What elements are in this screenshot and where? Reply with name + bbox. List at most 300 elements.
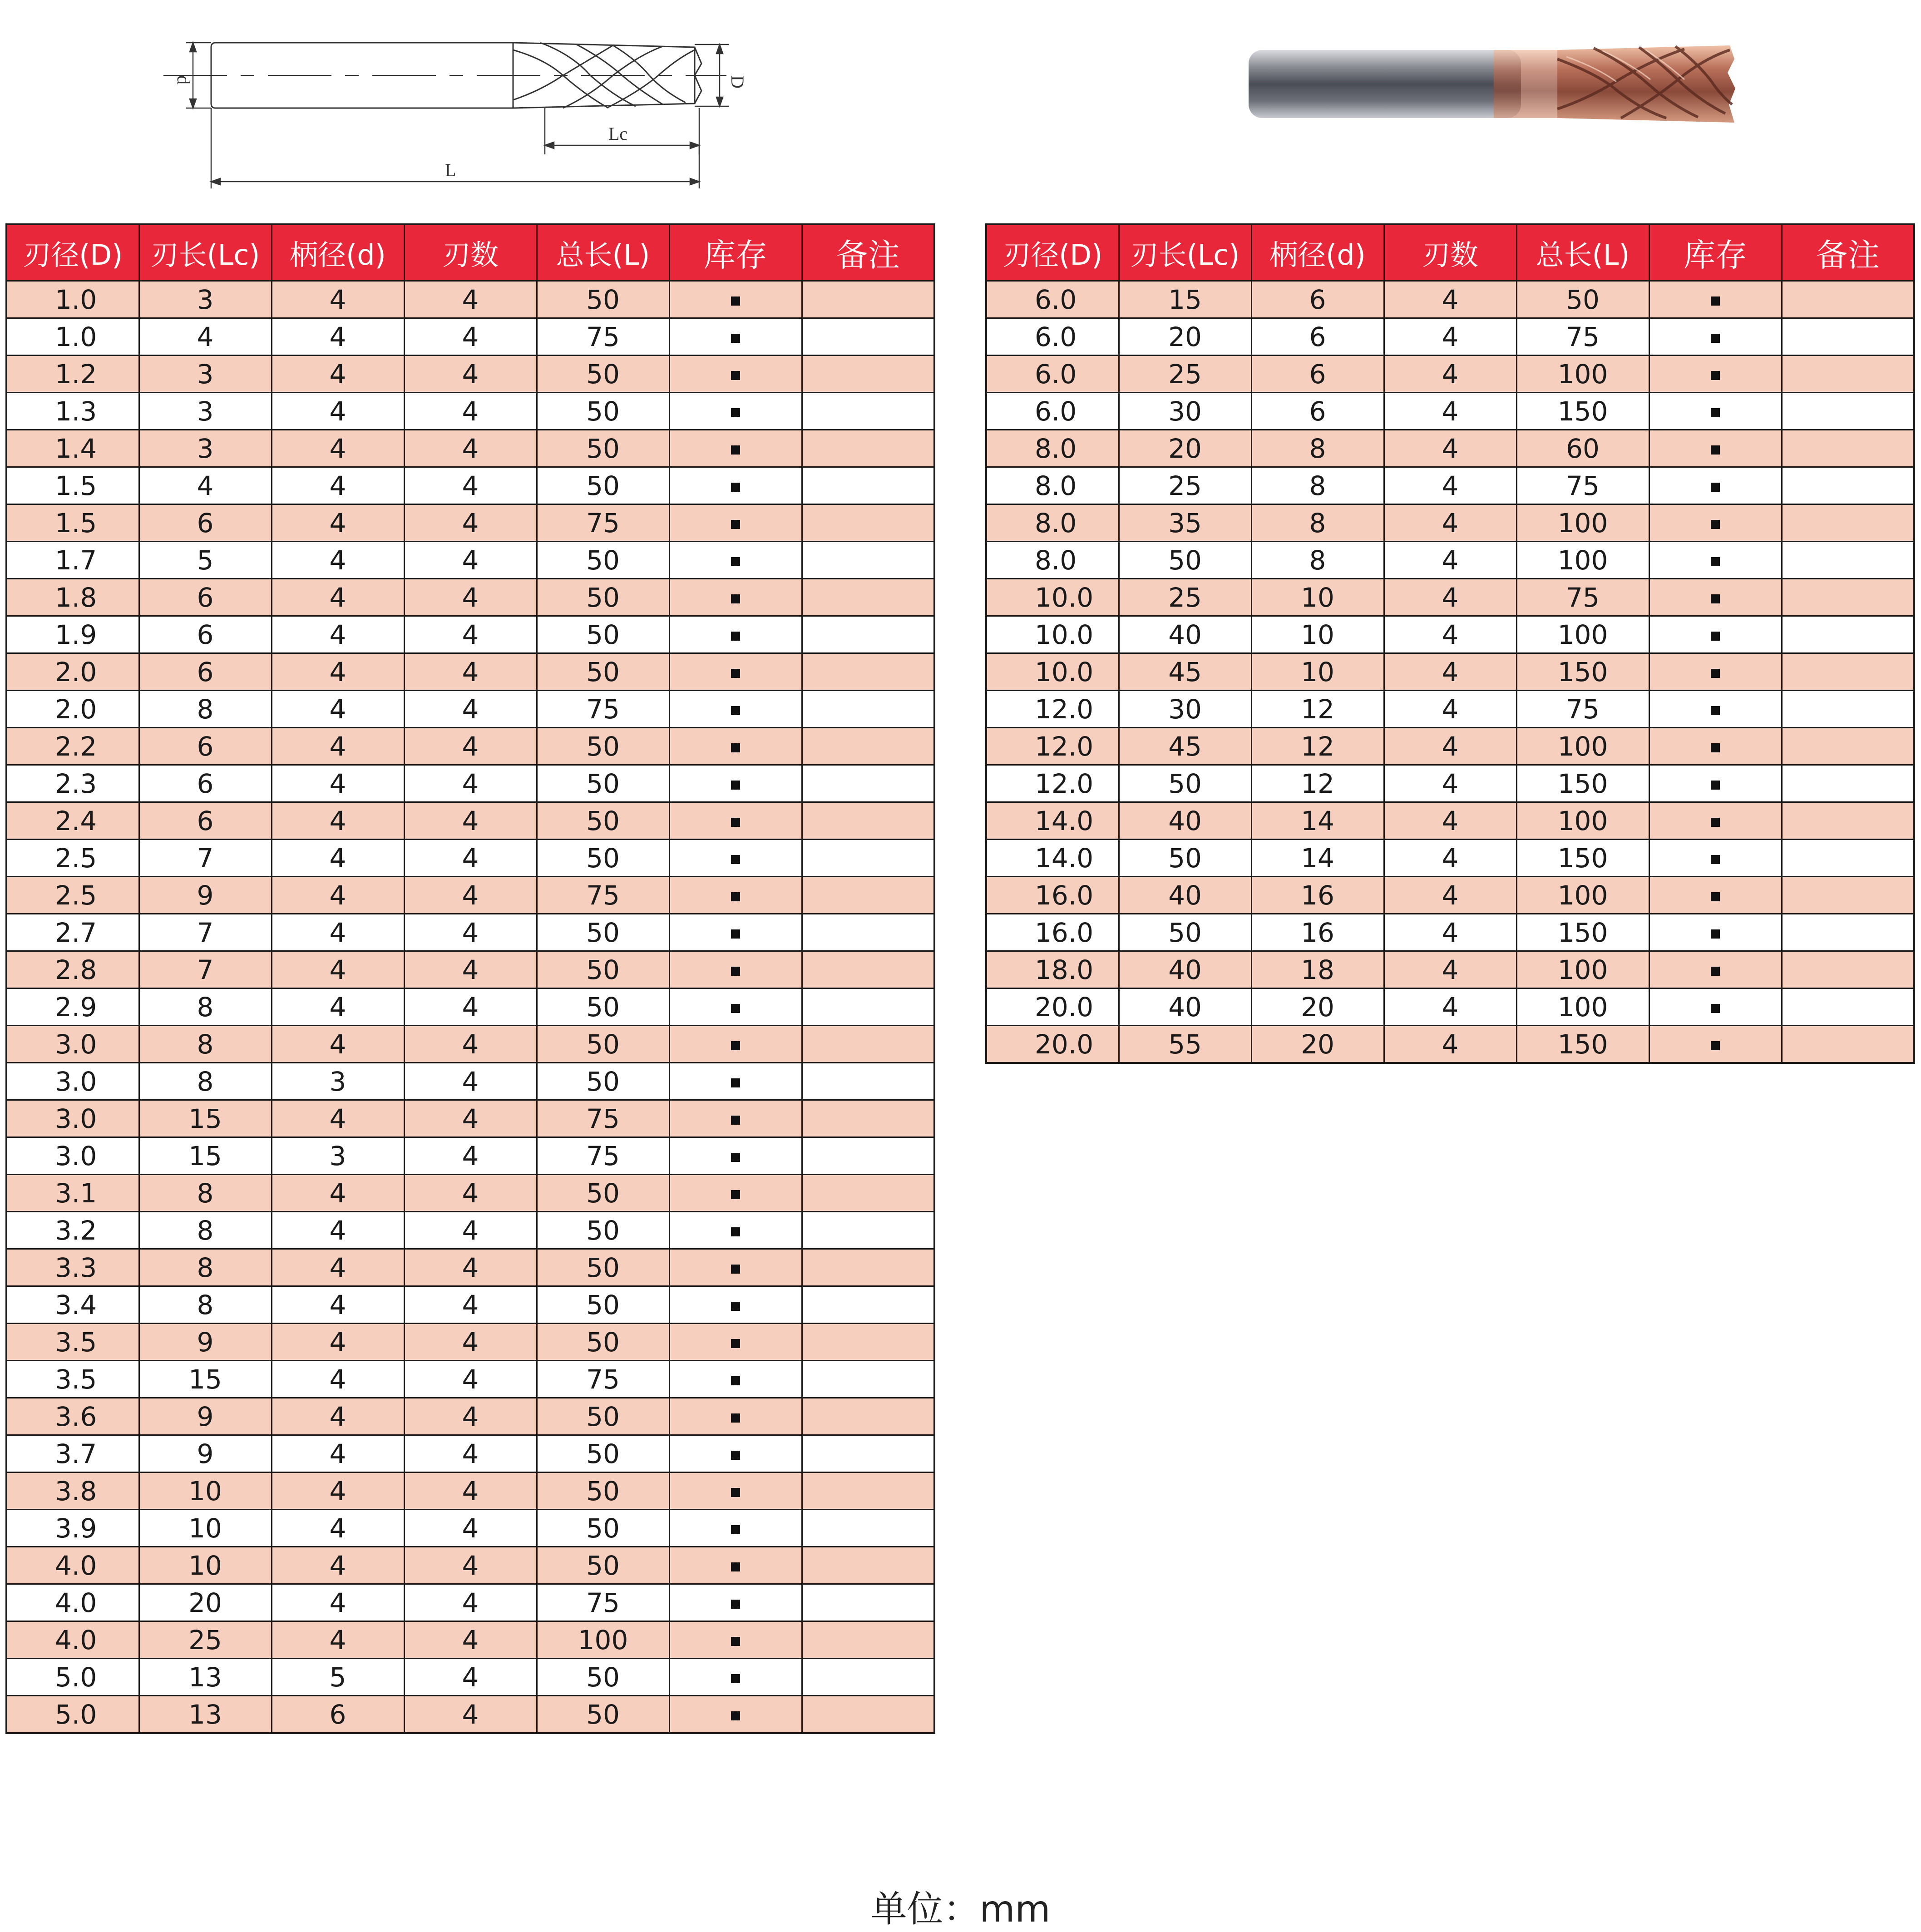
cell-stock (1649, 430, 1782, 467)
cell-stock (1649, 616, 1782, 653)
cell-overall-length: 150 (1516, 393, 1649, 430)
cell-shank-diameter: 4 (272, 1435, 404, 1472)
cell-cutting-length: 30 (1119, 393, 1251, 430)
cell-cutter-diameter: 3.1 (6, 1175, 139, 1212)
cell-remarks (802, 691, 934, 728)
cell-shank-diameter: 4 (272, 728, 404, 765)
cell-cutting-length: 10 (139, 1510, 272, 1547)
in-stock-square-icon (1711, 557, 1720, 566)
header-overall-length: 总长(L) (537, 224, 669, 281)
cell-cutter-diameter: 8.0 (986, 430, 1119, 467)
cell-remarks (802, 1249, 934, 1286)
table-row (6, 1137, 934, 1175)
cell-remarks (1782, 281, 1914, 318)
cell-flutes: 4 (404, 1361, 537, 1398)
cell-flutes: 4 (404, 1026, 537, 1063)
cell-shank-diameter: 4 (272, 1584, 404, 1621)
cell-remarks (802, 1026, 934, 1063)
cell-remarks (802, 765, 934, 802)
cell-flutes: 4 (1384, 988, 1516, 1026)
cell-shank-diameter: 20 (1251, 1026, 1384, 1063)
cell-flutes: 4 (404, 356, 537, 393)
cell-remarks (1782, 802, 1914, 840)
cell-stock (669, 542, 802, 579)
cell-cutting-length: 50 (1119, 914, 1251, 951)
header-flutes: 刃数 (1384, 224, 1516, 281)
cell-shank-diameter: 12 (1251, 728, 1384, 765)
cell-cutting-length: 8 (139, 1063, 272, 1100)
cell-flutes: 4 (1384, 877, 1516, 914)
cell-overall-length: 75 (1516, 318, 1649, 356)
cell-stock (669, 1249, 802, 1286)
cell-cutting-length: 45 (1119, 653, 1251, 691)
cell-overall-length: 50 (537, 616, 669, 653)
cell-cutting-length: 6 (139, 579, 272, 616)
header-shank-diameter: 柄径(d) (272, 224, 404, 281)
in-stock-square-icon (731, 1190, 740, 1199)
cell-overall-length: 50 (537, 988, 669, 1026)
table-row (6, 653, 934, 691)
cell-overall-length: 100 (1516, 504, 1649, 542)
cell-flutes: 4 (404, 765, 537, 802)
cell-cutter-diameter: 10.0 (986, 579, 1119, 616)
cell-flutes: 4 (404, 1584, 537, 1621)
in-stock-square-icon (1711, 818, 1720, 827)
cell-cutter-diameter: 2.4 (6, 802, 139, 840)
cell-stock (669, 877, 802, 914)
cell-remarks (802, 840, 934, 877)
cell-shank-diameter: 4 (272, 1510, 404, 1547)
cell-flutes: 4 (1384, 356, 1516, 393)
in-stock-square-icon (1711, 706, 1720, 715)
cell-remarks (802, 988, 934, 1026)
cell-shank-diameter: 6 (1251, 281, 1384, 318)
cell-overall-length: 100 (1516, 877, 1649, 914)
cell-stock (669, 281, 802, 318)
cell-shank-diameter: 4 (272, 1621, 404, 1659)
table-row (6, 765, 934, 802)
cell-overall-length: 50 (537, 1249, 669, 1286)
in-stock-square-icon (1711, 632, 1720, 641)
in-stock-square-icon (731, 483, 740, 492)
cell-cutting-length: 25 (1119, 467, 1251, 504)
cell-flutes: 4 (1384, 802, 1516, 840)
cell-shank-diameter: 4 (272, 1361, 404, 1398)
cell-cutter-diameter: 16.0 (986, 877, 1119, 914)
cell-remarks (1782, 467, 1914, 504)
cell-remarks (1782, 393, 1914, 430)
cell-flutes: 4 (1384, 430, 1516, 467)
cell-cutter-diameter: 3.2 (6, 1212, 139, 1249)
cell-overall-length: 50 (537, 579, 669, 616)
cell-overall-length: 50 (537, 1286, 669, 1324)
cell-cutter-diameter: 16.0 (986, 914, 1119, 951)
cell-stock (669, 1659, 802, 1696)
cell-cutting-length: 40 (1119, 877, 1251, 914)
cell-shank-diameter: 14 (1251, 840, 1384, 877)
in-stock-square-icon (731, 1376, 740, 1385)
cell-remarks (802, 1435, 934, 1472)
cell-stock (669, 1026, 802, 1063)
in-stock-square-icon (731, 1004, 740, 1013)
cell-shank-diameter: 4 (272, 1324, 404, 1361)
cell-overall-length: 100 (1516, 616, 1649, 653)
cell-stock (1649, 840, 1782, 877)
cell-cutting-length: 8 (139, 1249, 272, 1286)
cell-flutes: 4 (1384, 728, 1516, 765)
cell-overall-length: 150 (1516, 914, 1649, 951)
cell-overall-length: 75 (537, 1361, 669, 1398)
cell-shank-diameter: 3 (272, 1137, 404, 1175)
cell-shank-diameter: 4 (272, 802, 404, 840)
cell-cutting-length: 20 (1119, 430, 1251, 467)
in-stock-square-icon (731, 818, 740, 827)
cell-cutter-diameter: 3.3 (6, 1249, 139, 1286)
cell-shank-diameter: 6 (1251, 393, 1384, 430)
cell-stock (669, 951, 802, 988)
in-stock-square-icon (731, 371, 740, 380)
cell-remarks (802, 1398, 934, 1435)
cell-shank-diameter: 4 (272, 1026, 404, 1063)
table-row (6, 393, 934, 430)
in-stock-square-icon (731, 1711, 740, 1720)
cell-remarks (802, 1584, 934, 1621)
in-stock-square-icon (1711, 669, 1720, 678)
cell-flutes: 4 (404, 1696, 537, 1734)
cell-cutting-length: 40 (1119, 802, 1251, 840)
in-stock-square-icon (1711, 855, 1720, 864)
cell-stock (669, 988, 802, 1026)
cell-flutes: 4 (404, 318, 537, 356)
cell-cutter-diameter: 20.0 (986, 1026, 1119, 1063)
cell-stock (1649, 951, 1782, 988)
cell-flutes: 4 (404, 1324, 537, 1361)
in-stock-square-icon (731, 1600, 740, 1609)
cell-overall-length: 50 (537, 1398, 669, 1435)
cell-cutting-length: 6 (139, 802, 272, 840)
cell-cutting-length: 15 (139, 1361, 272, 1398)
cell-remarks (802, 1137, 934, 1175)
cell-overall-length: 50 (537, 1547, 669, 1584)
cell-stock (1649, 802, 1782, 840)
cell-cutter-diameter: 1.7 (6, 542, 139, 579)
cell-overall-length: 75 (537, 1100, 669, 1137)
cell-remarks (802, 318, 934, 356)
in-stock-square-icon (731, 929, 740, 939)
in-stock-square-icon (1711, 743, 1720, 752)
header-stock: 库存 (1649, 224, 1782, 281)
in-stock-square-icon (1711, 520, 1720, 529)
cell-shank-diameter: 8 (1251, 504, 1384, 542)
table-row (6, 1212, 934, 1249)
table-row (6, 1175, 934, 1212)
cell-stock (669, 691, 802, 728)
in-stock-square-icon (731, 781, 740, 790)
in-stock-square-icon (731, 1265, 740, 1274)
cell-overall-length: 50 (537, 951, 669, 988)
cell-stock (1649, 1026, 1782, 1063)
cell-cutting-length: 50 (1119, 542, 1251, 579)
cell-remarks (802, 951, 934, 988)
cell-stock (1649, 467, 1782, 504)
cell-overall-length: 75 (537, 318, 669, 356)
cell-overall-length: 50 (537, 1212, 669, 1249)
table-row (986, 356, 1914, 393)
cell-remarks (802, 1510, 934, 1547)
cell-cutting-length: 10 (139, 1472, 272, 1510)
cell-stock (669, 1510, 802, 1547)
in-stock-square-icon (731, 296, 740, 306)
cell-cutter-diameter: 3.0 (6, 1137, 139, 1175)
table-row (986, 802, 1914, 840)
cell-stock (669, 393, 802, 430)
cell-overall-length: 150 (1516, 765, 1649, 802)
cell-cutter-diameter: 20.0 (986, 988, 1119, 1026)
cell-flutes: 4 (404, 951, 537, 988)
in-stock-square-icon (731, 669, 740, 678)
cell-cutting-length: 9 (139, 877, 272, 914)
cell-flutes: 4 (404, 579, 537, 616)
cell-stock (1649, 542, 1782, 579)
cell-cutting-length: 15 (139, 1137, 272, 1175)
cell-remarks (1782, 356, 1914, 393)
cell-stock (669, 1584, 802, 1621)
table-row (6, 542, 934, 579)
cell-shank-diameter: 4 (272, 542, 404, 579)
diagram-label-D: D (727, 75, 748, 89)
cell-flutes: 4 (1384, 467, 1516, 504)
in-stock-square-icon (731, 1637, 740, 1646)
cell-cutter-diameter: 6.0 (986, 318, 1119, 356)
cell-remarks (802, 1472, 934, 1510)
cell-shank-diameter: 4 (272, 988, 404, 1026)
cell-stock (1649, 281, 1782, 318)
cell-overall-length: 100 (1516, 542, 1649, 579)
cell-overall-length: 75 (1516, 691, 1649, 728)
table-row (986, 504, 1914, 542)
diagram-label-d: d (173, 75, 194, 84)
cell-cutter-diameter: 14.0 (986, 840, 1119, 877)
cell-cutting-length: 25 (1119, 356, 1251, 393)
cell-cutting-length: 45 (1119, 728, 1251, 765)
in-stock-square-icon (1711, 296, 1720, 306)
cell-remarks (802, 1212, 934, 1249)
cell-shank-diameter: 4 (272, 616, 404, 653)
table-row (6, 1063, 934, 1100)
cell-stock (669, 579, 802, 616)
cell-cutting-length: 10 (139, 1547, 272, 1584)
cell-cutter-diameter: 1.8 (6, 579, 139, 616)
in-stock-square-icon (731, 1562, 740, 1571)
cell-cutter-diameter: 2.0 (6, 653, 139, 691)
cell-cutting-length: 6 (139, 616, 272, 653)
header-cutter-diameter: 刃径(D) (986, 224, 1119, 281)
cell-cutting-length: 6 (139, 504, 272, 542)
table-row (6, 914, 934, 951)
cell-flutes: 4 (404, 1286, 537, 1324)
table-row (6, 802, 934, 840)
cell-remarks (1782, 877, 1914, 914)
in-stock-square-icon (731, 743, 740, 752)
cell-shank-diameter: 4 (272, 1547, 404, 1584)
cell-overall-length: 100 (1516, 951, 1649, 988)
cell-cutting-length: 13 (139, 1659, 272, 1696)
spec-table-right (985, 223, 1915, 1064)
in-stock-square-icon (731, 892, 740, 901)
cell-cutter-diameter: 3.0 (6, 1100, 139, 1137)
table-row (6, 281, 934, 318)
cell-remarks (802, 281, 934, 318)
in-stock-square-icon (731, 1339, 740, 1348)
cell-remarks (1782, 765, 1914, 802)
cell-remarks (802, 579, 934, 616)
cell-overall-length: 75 (537, 691, 669, 728)
cell-remarks (802, 1659, 934, 1696)
cell-flutes: 4 (404, 616, 537, 653)
cell-cutting-length: 30 (1119, 691, 1251, 728)
cell-shank-diameter: 4 (272, 504, 404, 542)
cell-cutter-diameter: 1.5 (6, 504, 139, 542)
cell-flutes: 4 (1384, 318, 1516, 356)
in-stock-square-icon (731, 557, 740, 566)
cell-remarks (1782, 318, 1914, 356)
cell-stock (1649, 765, 1782, 802)
cell-remarks (802, 430, 934, 467)
cell-overall-length: 50 (537, 1659, 669, 1696)
cell-stock (669, 318, 802, 356)
cell-cutting-length: 25 (1119, 579, 1251, 616)
table-row (6, 1510, 934, 1547)
cell-flutes: 4 (404, 802, 537, 840)
cell-cutter-diameter: 3.0 (6, 1026, 139, 1063)
cell-overall-length: 50 (537, 765, 669, 802)
cell-overall-length: 50 (537, 1510, 669, 1547)
cell-cutting-length: 9 (139, 1435, 272, 1472)
cell-flutes: 4 (404, 1100, 537, 1137)
cell-overall-length: 75 (537, 877, 669, 914)
cell-stock (669, 1621, 802, 1659)
cell-shank-diameter: 6 (1251, 318, 1384, 356)
cell-remarks (802, 1175, 934, 1212)
header-cutting-length: 刃长(Lc) (1119, 224, 1251, 281)
cell-cutting-length: 9 (139, 1398, 272, 1435)
cell-cutting-length: 7 (139, 951, 272, 988)
cell-flutes: 4 (404, 1249, 537, 1286)
cell-flutes: 4 (404, 914, 537, 951)
cell-cutter-diameter: 3.9 (6, 1510, 139, 1547)
cell-cutter-diameter: 1.2 (6, 356, 139, 393)
table-row (986, 318, 1914, 356)
cell-cutter-diameter: 8.0 (986, 504, 1119, 542)
cell-overall-length: 50 (537, 728, 669, 765)
in-stock-square-icon (731, 1488, 740, 1497)
table-row (986, 914, 1914, 951)
table-row (6, 728, 934, 765)
cell-stock (669, 616, 802, 653)
cell-remarks (802, 802, 934, 840)
in-stock-square-icon (1711, 929, 1720, 939)
cell-stock (1649, 356, 1782, 393)
cell-stock (669, 1063, 802, 1100)
cell-cutter-diameter: 12.0 (986, 765, 1119, 802)
cell-cutter-diameter: 3.5 (6, 1324, 139, 1361)
cell-stock (669, 1398, 802, 1435)
cell-flutes: 4 (404, 1621, 537, 1659)
cell-stock (669, 1472, 802, 1510)
cell-cutter-diameter: 2.5 (6, 840, 139, 877)
table-row (986, 691, 1914, 728)
cell-flutes: 4 (404, 281, 537, 318)
cell-cutting-length: 4 (139, 467, 272, 504)
cell-cutter-diameter: 1.3 (6, 393, 139, 430)
cell-flutes: 4 (404, 728, 537, 765)
cell-remarks (1782, 1026, 1914, 1063)
cell-stock (669, 430, 802, 467)
cell-stock (669, 1212, 802, 1249)
cell-cutting-length: 40 (1119, 988, 1251, 1026)
cell-flutes: 4 (404, 430, 537, 467)
cell-overall-length: 50 (537, 1435, 669, 1472)
cell-cutting-length: 20 (1119, 318, 1251, 356)
in-stock-square-icon (731, 1227, 740, 1236)
cell-cutting-length: 8 (139, 1175, 272, 1212)
cell-remarks (1782, 691, 1914, 728)
cell-cutting-length: 55 (1119, 1026, 1251, 1063)
cell-flutes: 4 (404, 877, 537, 914)
in-stock-square-icon (731, 408, 740, 417)
cell-cutter-diameter: 18.0 (986, 951, 1119, 988)
cell-cutter-diameter: 1.9 (6, 616, 139, 653)
cell-remarks (802, 1547, 934, 1584)
table-row (6, 579, 934, 616)
cell-cutting-length: 15 (1119, 281, 1251, 318)
cell-flutes: 4 (404, 1063, 537, 1100)
cell-remarks (802, 467, 934, 504)
table-row (6, 1584, 934, 1621)
table-row (986, 579, 1914, 616)
cell-remarks (802, 356, 934, 393)
header-overall-length: 总长(L) (1516, 224, 1649, 281)
cell-shank-diameter: 16 (1251, 914, 1384, 951)
cell-flutes: 4 (1384, 653, 1516, 691)
cell-shank-diameter: 4 (272, 1175, 404, 1212)
cell-flutes: 4 (1384, 579, 1516, 616)
in-stock-square-icon (1711, 781, 1720, 790)
cell-cutter-diameter: 3.5 (6, 1361, 139, 1398)
cell-cutting-length: 6 (139, 653, 272, 691)
cell-stock (669, 356, 802, 393)
cell-shank-diameter: 12 (1251, 691, 1384, 728)
cell-remarks (802, 616, 934, 653)
cell-stock (669, 1324, 802, 1361)
cell-flutes: 4 (404, 1175, 537, 1212)
cell-cutter-diameter: 1.4 (6, 430, 139, 467)
cell-shank-diameter: 4 (272, 579, 404, 616)
cell-overall-length: 75 (537, 1584, 669, 1621)
cell-shank-diameter: 3 (272, 1063, 404, 1100)
cell-remarks (802, 877, 934, 914)
cell-overall-length: 50 (537, 802, 669, 840)
cell-cutter-diameter: 8.0 (986, 467, 1119, 504)
cell-flutes: 4 (404, 467, 537, 504)
end-mill-photo (1240, 32, 1753, 141)
table-row (6, 1621, 934, 1659)
cell-cutter-diameter: 2.7 (6, 914, 139, 951)
cell-overall-length: 100 (1516, 728, 1649, 765)
table-body (6, 281, 934, 1734)
cell-flutes: 4 (404, 988, 537, 1026)
cell-remarks (802, 393, 934, 430)
